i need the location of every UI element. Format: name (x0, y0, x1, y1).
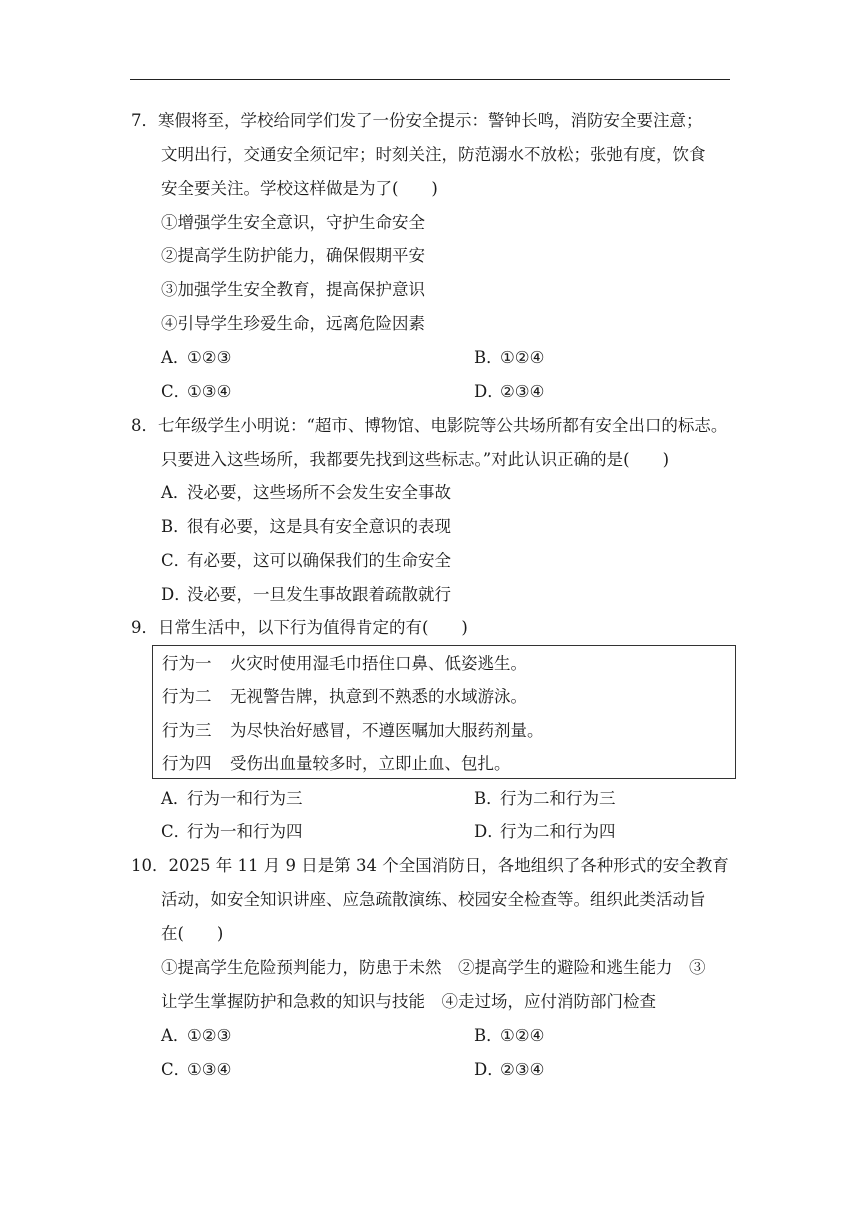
option-label: B． (474, 1026, 503, 1045)
behavior-row-2 (162, 686, 527, 708)
q10-stem-line-2: 活动，如安全知识讲座、应急疏散演练、校园安全检查等。组织此类活动旨 (161, 890, 706, 909)
option-label: A． (161, 483, 190, 502)
behavior-row-3 (162, 720, 544, 742)
behavior-tag: 行为一 (162, 654, 212, 673)
option-label: D． (474, 382, 504, 401)
q10-items-line-1: ①提高学生危险预判能力，防患于未然 ②提高学生的避险和逃生能力 ③ (161, 958, 706, 977)
option-text: 很有必要，这是具有安全意识的表现 (187, 517, 451, 536)
option-label: D． (474, 1060, 504, 1079)
q8-number: 8． (131, 416, 158, 435)
option-text: 没必要，一旦发生事故跟着疏散就行 (187, 585, 451, 604)
q10-number: 10． (131, 856, 169, 875)
q7-option-a[interactable] (161, 347, 231, 369)
q9-number: 9． (131, 618, 158, 637)
q9-behavior-box (152, 645, 736, 779)
q7-stem-line-1 (131, 110, 703, 132)
behavior-text: 为尽快治好感冒，不遵医嘱加大服药剂量。 (230, 721, 544, 740)
q8-stem-line-2: 只要进入这些场所，我都要先找到这些标志。”对此认识正确的是( ) (161, 450, 670, 469)
q7-stem-line-2: 文明出行，交通安全须记牢；时刻关注，防范溺水不放松；张弛有度，饮食 (161, 145, 706, 164)
option-label: C． (161, 822, 191, 841)
behavior-text: 受伤出血量较多时，立即止血、包扎。 (230, 754, 511, 773)
option-label: B． (474, 789, 503, 808)
q8-option-a[interactable] (161, 482, 451, 504)
option-label: A． (161, 348, 190, 367)
option-text: ②③④ (500, 1060, 545, 1079)
option-label: D． (474, 822, 504, 841)
option-text: ①②③ (187, 348, 232, 367)
q9-option-c[interactable] (161, 821, 303, 843)
q9-option-d[interactable] (474, 821, 616, 843)
q7-item-3: ③加强学生安全教育，提高保护意识 (161, 280, 425, 299)
q7-option-c[interactable] (161, 381, 231, 403)
q10-option-a[interactable] (161, 1025, 231, 1047)
q7-stem-text-1: 寒假将至，学校给同学们发了一份安全提示：警钟长鸣，消防安全要注意； (158, 111, 703, 130)
behavior-text: 无视警告牌，执意到不熟悉的水域游泳。 (230, 687, 527, 706)
behavior-text: 火灾时使用湿毛巾捂住口鼻、低姿逃生。 (230, 654, 527, 673)
option-text: ②③④ (500, 382, 545, 401)
q9-option-a[interactable] (161, 788, 303, 810)
q7-stem-line-3: 安全要关注。学校这样做是为了( ) (161, 179, 438, 198)
option-label: A． (161, 1026, 190, 1045)
option-label: A． (161, 789, 190, 808)
q10-stem-line-1 (131, 855, 729, 877)
q7-option-d[interactable] (474, 381, 544, 403)
option-text: 有必要，这可以确保我们的生命安全 (187, 551, 451, 570)
q10-stem-text-1: 2025 年 11 月 9 日是第 34 个全国消防日，各地组织了各种形式的安全教育 (168, 856, 729, 875)
q10-option-b[interactable] (474, 1025, 544, 1047)
option-text: ①③④ (187, 382, 232, 401)
q8-option-c[interactable] (161, 550, 451, 572)
q10-option-d[interactable] (474, 1059, 544, 1081)
q7-item-2: ②提高学生防护能力，确保假期平安 (161, 246, 425, 265)
q10-stem-line-3: 在( ) (161, 924, 224, 943)
option-text: 没必要，这些场所不会发生安全事故 (187, 483, 451, 502)
q7-item-1: ①增强学生安全意识，守护生命安全 (161, 213, 425, 232)
option-label: B． (161, 517, 190, 536)
behavior-tag: 行为三 (162, 721, 212, 740)
option-text: 行为二和行为三 (500, 789, 616, 808)
q10-items-line-2: 让学生掌握防护和急救的知识与技能 ④走过场，应付消防部门检查 (161, 992, 656, 1011)
option-text: ①②③ (187, 1026, 232, 1045)
header-rule (130, 79, 730, 80)
option-text: ①②④ (500, 1026, 545, 1045)
option-text: 行为一和行为四 (187, 822, 303, 841)
q9-stem-line (131, 617, 468, 639)
q10-option-c[interactable] (161, 1059, 231, 1081)
option-text: ①③④ (187, 1060, 232, 1079)
option-label: B． (474, 348, 503, 367)
q9-stem-text: 日常生活中，以下行为值得肯定的有( ) (158, 618, 468, 637)
q8-option-b[interactable] (161, 516, 451, 538)
behavior-tag: 行为二 (162, 687, 212, 706)
option-label: C． (161, 382, 191, 401)
option-text: 行为二和行为四 (500, 822, 616, 841)
q7-item-4: ④引导学生珍爱生命，远离危险因素 (161, 314, 425, 333)
option-label: D． (161, 585, 191, 604)
option-text: ①②④ (500, 348, 545, 367)
behavior-row-4 (162, 753, 511, 775)
q7-option-b[interactable] (474, 347, 544, 369)
q8-stem-line-1 (131, 415, 727, 437)
q8-option-d[interactable] (161, 584, 451, 606)
q9-option-b[interactable] (474, 788, 616, 810)
q7-number: 7． (131, 111, 158, 130)
option-label: C． (161, 1060, 191, 1079)
behavior-row-1 (162, 653, 527, 675)
option-text: 行为一和行为三 (187, 789, 303, 808)
behavior-tag: 行为四 (162, 754, 212, 773)
option-label: C． (161, 551, 191, 570)
q8-stem-text-1: 七年级学生小明说：“超市、博物馆、电影院等公共场所都有安全出口的标志。 (158, 416, 728, 435)
